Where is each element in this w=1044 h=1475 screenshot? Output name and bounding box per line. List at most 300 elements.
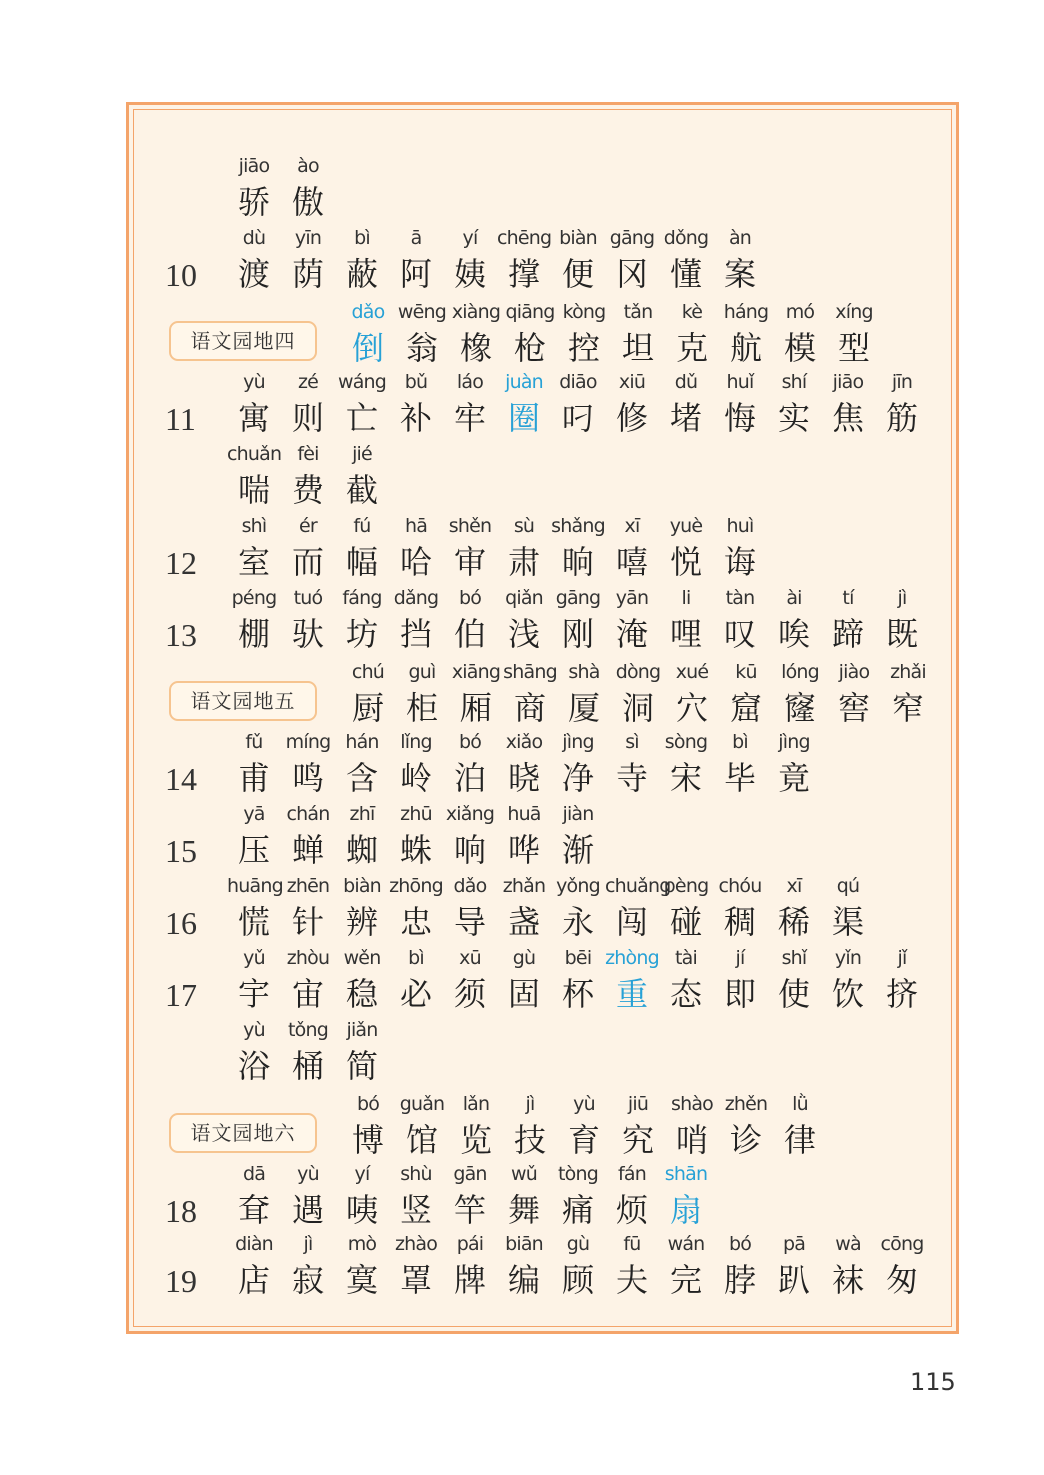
character-entry (875, 947, 929, 1015)
character-entry (281, 515, 335, 583)
character-entry (719, 1093, 773, 1161)
polyphonic-character (659, 1163, 713, 1231)
character-entry (389, 947, 443, 1015)
pinyin: guì (408, 661, 436, 683)
character-entry (389, 803, 443, 871)
hanzi: 实 (777, 399, 810, 437)
hanzi: 泊 (453, 759, 486, 797)
hanzi: 碰 (669, 903, 702, 941)
pinyin: yān (615, 587, 649, 609)
lesson-number: 13 (165, 617, 197, 653)
character-entry (659, 371, 713, 439)
character-entry (821, 947, 875, 1015)
lesson-row (129, 731, 956, 811)
hanzi: 压 (237, 831, 270, 869)
pinyin: tǒng (288, 1019, 328, 1041)
character-entry (389, 875, 443, 943)
hanzi: 烦 (615, 1191, 648, 1229)
hanzi: 渠 (831, 903, 864, 941)
pinyin: pā (782, 1233, 806, 1255)
character-entry (551, 371, 605, 439)
hanzi: 响 (453, 831, 486, 869)
pinyin: huì (726, 515, 754, 537)
character-entry (773, 301, 827, 369)
character-entry (503, 661, 557, 729)
pinyin: kè (681, 301, 703, 323)
hanzi: 诲 (723, 543, 756, 581)
pinyin: xíng (835, 301, 873, 323)
hanzi: 喘 (237, 471, 270, 509)
pinyin: jìng (778, 731, 810, 753)
section-row (129, 1093, 956, 1173)
pinyin: shěn (448, 515, 492, 537)
hanzi: 厨 (351, 689, 384, 727)
hanzi: 商 (513, 689, 546, 727)
pinyin: guǎn (399, 1093, 445, 1115)
character-entry (395, 1093, 449, 1161)
character-entry (767, 1233, 821, 1301)
hanzi: 寞 (345, 1261, 378, 1299)
polyphonic-character (605, 947, 659, 1015)
character-entry (611, 301, 665, 369)
character-entry (827, 661, 881, 729)
hanzi: 馆 (405, 1121, 438, 1159)
pinyin: bó (458, 587, 482, 609)
pinyin: chuǎng (605, 875, 671, 897)
lesson-number: 15 (165, 833, 197, 869)
pinyin: fáng (342, 587, 382, 609)
hanzi: 晓 (507, 759, 540, 797)
pinyin: jì (897, 587, 907, 609)
hanzi: 悦 (669, 543, 702, 581)
pinyin: jì (525, 1093, 535, 1115)
character-entry (395, 301, 449, 369)
pinyin: xī (786, 875, 802, 897)
character-entry (497, 227, 551, 295)
pinyin: bó (356, 1093, 380, 1115)
character-entry (659, 875, 713, 943)
hanzi: 必 (399, 975, 432, 1013)
pinyin: ér (299, 515, 317, 537)
character-entry (449, 1093, 503, 1161)
hanzi: 模 (783, 329, 816, 367)
character-entry (335, 587, 389, 655)
hanzi: 叹 (723, 615, 756, 653)
character-entry (767, 587, 821, 655)
hanzi: 耷 (237, 1191, 270, 1229)
hanzi: 寺 (615, 759, 648, 797)
lesson-number: 16 (165, 905, 197, 941)
hanzi: 遇 (291, 1191, 324, 1229)
character-entry (773, 1093, 827, 1161)
pinyin: huāng (227, 875, 283, 897)
hanzi: 哗 (507, 831, 540, 869)
character-entry (713, 515, 767, 583)
hanzi: 哨 (675, 1121, 708, 1159)
pinyin: hā (404, 515, 428, 537)
hanzi: 夫 (615, 1261, 648, 1299)
character-entry (389, 371, 443, 439)
pinyin: zhòng (605, 947, 659, 969)
pinyin: sù (513, 515, 535, 537)
lesson-row (129, 1019, 956, 1099)
hanzi: 匆 (885, 1261, 918, 1299)
hanzi: 窿 (783, 689, 816, 727)
character-entry (335, 371, 389, 439)
character-entry (335, 443, 389, 511)
character-entry (665, 1093, 719, 1161)
hanzi: 室 (237, 543, 270, 581)
character-entry (713, 947, 767, 1015)
hanzi: 浅 (507, 615, 540, 653)
hanzi: 稀 (777, 903, 810, 941)
lesson-number: 10 (165, 257, 197, 293)
lesson-row (129, 947, 956, 1027)
character-entry (281, 587, 335, 655)
character-entry (449, 301, 503, 369)
character-entry (227, 803, 281, 871)
pinyin: zhōng (389, 875, 443, 897)
hanzi: 堵 (669, 399, 702, 437)
lesson-number: 11 (165, 401, 196, 437)
hanzi: 稠 (723, 903, 756, 941)
character-entry (227, 731, 281, 799)
pinyin: sì (625, 731, 639, 753)
hanzi: 控 (567, 329, 600, 367)
pinyin: shì (241, 515, 267, 537)
character-entry (335, 1233, 389, 1301)
hanzi: 毕 (723, 759, 756, 797)
pinyin: kòng (562, 301, 606, 323)
hanzi: 案 (723, 255, 756, 293)
pinyin: bì (354, 227, 370, 249)
pinyin: wēng (397, 301, 447, 323)
pinyin: cōng (880, 1233, 924, 1255)
pinyin: fǔ (245, 731, 263, 753)
section-tag: 语文园地五 (169, 681, 317, 721)
pinyin: yā (243, 803, 265, 825)
character-entry (605, 371, 659, 439)
character-entry (713, 227, 767, 295)
hanzi: 导 (453, 903, 486, 941)
hanzi: 育 (567, 1121, 600, 1159)
hanzi: 闯 (615, 903, 648, 941)
hanzi: 审 (453, 543, 486, 581)
lesson-number: 17 (165, 977, 197, 1013)
character-entry (551, 875, 605, 943)
pinyin: qú (836, 875, 860, 897)
pinyin: kū (735, 661, 757, 683)
character-entry (713, 731, 767, 799)
lesson-row (129, 155, 956, 235)
pinyin: tí (842, 587, 854, 609)
pinyin: fú (353, 515, 371, 537)
hanzi: 博 (351, 1121, 384, 1159)
character-entry (605, 731, 659, 799)
pinyin: lǐng (400, 731, 432, 753)
pinyin: tǎn (623, 301, 653, 323)
pinyin: dòng (615, 661, 661, 683)
pinyin: jí (735, 947, 745, 969)
pinyin: shān (664, 1163, 708, 1185)
pinyin: fèi (297, 443, 319, 465)
pinyin: ā (410, 227, 422, 249)
character-entry (605, 1233, 659, 1301)
hanzi: 蛛 (399, 831, 432, 869)
lesson-row (129, 803, 956, 883)
hanzi: 岭 (399, 759, 432, 797)
hanzi: 稳 (345, 975, 378, 1013)
hanzi: 究 (621, 1121, 654, 1159)
pinyin: jìng (562, 731, 594, 753)
character-entry (605, 1163, 659, 1231)
pinyin: jié (352, 443, 372, 465)
character-entry (557, 661, 611, 729)
character-entry (665, 301, 719, 369)
pinyin: xī (624, 515, 640, 537)
character-entry (659, 227, 713, 295)
hanzi: 杯 (561, 975, 594, 1013)
hanzi: 痛 (561, 1191, 594, 1229)
hanzi: 叼 (561, 399, 594, 437)
lesson-number: 12 (165, 545, 197, 581)
character-entry (497, 803, 551, 871)
character-entry (227, 875, 281, 943)
pinyin: pái (456, 1233, 484, 1255)
character-entry (281, 371, 335, 439)
character-entry (503, 1093, 557, 1161)
hanzi: 忠 (399, 903, 432, 941)
pinyin: jiāo (832, 371, 864, 393)
character-entry (611, 1093, 665, 1161)
pinyin: láo (456, 371, 484, 393)
hanzi: 厢 (459, 689, 492, 727)
character-entry (497, 947, 551, 1015)
hanzi: 寂 (291, 1261, 324, 1299)
pinyin: wà (835, 1233, 861, 1255)
character-entry (659, 515, 713, 583)
character-entry (497, 875, 551, 943)
lesson-number: 14 (165, 761, 197, 797)
hanzi: 牌 (453, 1261, 486, 1299)
hanzi: 竿 (453, 1191, 486, 1229)
pinyin: jǐ (897, 947, 907, 969)
hanzi: 倒 (351, 329, 384, 367)
pinyin: gāng (555, 587, 601, 609)
section-tag: 语文园地四 (169, 321, 317, 361)
pinyin: míng (285, 731, 331, 753)
hanzi: 窖 (837, 689, 870, 727)
character-entry (551, 227, 605, 295)
character-entry (767, 875, 821, 943)
character-entry (659, 731, 713, 799)
hanzi: 伯 (453, 615, 486, 653)
pinyin: fán (618, 1163, 646, 1185)
character-entry (227, 515, 281, 583)
hanzi: 冈 (615, 255, 648, 293)
hanzi: 渐 (561, 831, 594, 869)
hanzi: 牢 (453, 399, 486, 437)
pinyin: xiāng (451, 661, 501, 683)
character-entry (449, 661, 503, 729)
hanzi: 航 (729, 329, 762, 367)
pinyin: àn (728, 227, 752, 249)
hanzi: 净 (561, 759, 594, 797)
pinyin: gāng (609, 227, 655, 249)
hanzi: 窟 (729, 689, 762, 727)
character-entry (281, 155, 335, 223)
character-table-frame (126, 102, 959, 1334)
pinyin: bó (728, 1233, 752, 1255)
character-entry (443, 1163, 497, 1231)
pinyin: xū (459, 947, 481, 969)
pinyin: dā (242, 1163, 266, 1185)
hanzi: 蜘 (345, 831, 378, 869)
pinyin: chēng (497, 227, 552, 249)
hanzi: 幅 (345, 543, 378, 581)
hanzi: 律 (783, 1121, 816, 1159)
hanzi: 浴 (237, 1047, 270, 1085)
hanzi: 重 (615, 975, 648, 1013)
pinyin: wán (667, 1233, 705, 1255)
hanzi: 含 (345, 759, 378, 797)
character-entry (281, 1163, 335, 1231)
pinyin: zhào (394, 1233, 438, 1255)
character-entry (497, 515, 551, 583)
hanzi: 趴 (777, 1261, 810, 1299)
hanzi: 慌 (237, 903, 270, 941)
pinyin: jiǎn (346, 1019, 378, 1041)
pinyin: ào (297, 155, 319, 177)
character-entry (659, 1233, 713, 1301)
pinyin: sòng (664, 731, 708, 753)
character-entry (389, 227, 443, 295)
character-entry (443, 803, 497, 871)
character-entry (389, 587, 443, 655)
lesson-row (129, 875, 956, 955)
character-entry (875, 587, 929, 655)
character-entry (503, 301, 557, 369)
pinyin: shù (400, 1163, 432, 1185)
hanzi: 诊 (729, 1121, 762, 1159)
character-entry (227, 227, 281, 295)
pinyin: zé (297, 371, 319, 393)
character-entry (227, 1019, 281, 1087)
character-entry (497, 587, 551, 655)
pinyin: yù (243, 371, 265, 393)
hanzi: 宇 (237, 975, 270, 1013)
pinyin: shǎng (551, 515, 605, 537)
pinyin: yuè (669, 515, 703, 537)
hanzi: 饮 (831, 975, 864, 1013)
hanzi: 而 (291, 543, 324, 581)
pinyin: yí (354, 1163, 370, 1185)
pinyin: yù (243, 1019, 265, 1041)
character-entry (281, 227, 335, 295)
hanzi: 挡 (399, 615, 432, 653)
lesson-number: 19 (165, 1263, 197, 1299)
pinyin: chóu (718, 875, 762, 897)
hanzi: 览 (459, 1121, 492, 1159)
pinyin: dǎo (453, 875, 487, 897)
hanzi: 坦 (621, 329, 654, 367)
pinyin: gù (566, 1233, 590, 1255)
character-entry (227, 587, 281, 655)
character-entry (281, 731, 335, 799)
pinyin: dǔ (674, 371, 698, 393)
pinyin: yǔ (243, 947, 265, 969)
hanzi: 姨 (453, 255, 486, 293)
hanzi: 唉 (777, 615, 810, 653)
hanzi: 哈 (399, 543, 432, 581)
pinyin: yù (297, 1163, 319, 1185)
character-entry (443, 1233, 497, 1301)
pinyin: gù (512, 947, 536, 969)
hanzi: 既 (885, 615, 918, 653)
character-entry (335, 947, 389, 1015)
character-entry (821, 587, 875, 655)
pinyin: wáng (337, 371, 387, 393)
lesson-row (129, 515, 956, 595)
hanzi: 修 (615, 399, 648, 437)
hanzi: 技 (513, 1121, 546, 1159)
character-entry (227, 371, 281, 439)
pinyin: biàn (343, 875, 381, 897)
pinyin: zhěn (724, 1093, 768, 1115)
pinyin: yǒng (556, 875, 600, 897)
pinyin: biàn (559, 227, 597, 249)
hanzi: 骄 (237, 183, 270, 221)
hanzi: 即 (723, 975, 756, 1013)
character-entry (389, 731, 443, 799)
hanzi: 棚 (237, 615, 270, 653)
pinyin: pèng (663, 875, 709, 897)
lesson-row (129, 1163, 956, 1243)
hanzi: 扇 (669, 1191, 702, 1229)
pinyin: yǐn (834, 947, 862, 969)
hanzi: 淹 (615, 615, 648, 653)
pinyin: yí (462, 227, 478, 249)
hanzi: 翁 (405, 329, 438, 367)
character-entry (719, 661, 773, 729)
hanzi: 厦 (567, 689, 600, 727)
character-entry (551, 731, 605, 799)
pinyin: bì (408, 947, 424, 969)
pinyin: dù (242, 227, 266, 249)
hanzi: 荫 (291, 255, 324, 293)
hanzi: 坊 (345, 615, 378, 653)
hanzi: 窄 (891, 689, 924, 727)
hanzi: 鸣 (291, 759, 324, 797)
character-entry (557, 1093, 611, 1161)
hanzi: 店 (237, 1261, 270, 1299)
pinyin: jì (303, 1233, 313, 1255)
hanzi: 筋 (885, 399, 918, 437)
pinyin: xiǎo (505, 731, 543, 753)
section-tag: 语文园地六 (169, 1113, 317, 1153)
character-entry (227, 443, 281, 511)
character-entry (335, 515, 389, 583)
pinyin: huǐ (726, 371, 754, 393)
hanzi: 晌 (561, 543, 594, 581)
pinyin: shí (781, 371, 807, 393)
character-entry (281, 875, 335, 943)
pinyin: xiū (618, 371, 646, 393)
character-entry (821, 1233, 875, 1301)
pinyin: yīn (294, 227, 322, 249)
pinyin: xué (675, 661, 709, 683)
hanzi: 针 (291, 903, 324, 941)
